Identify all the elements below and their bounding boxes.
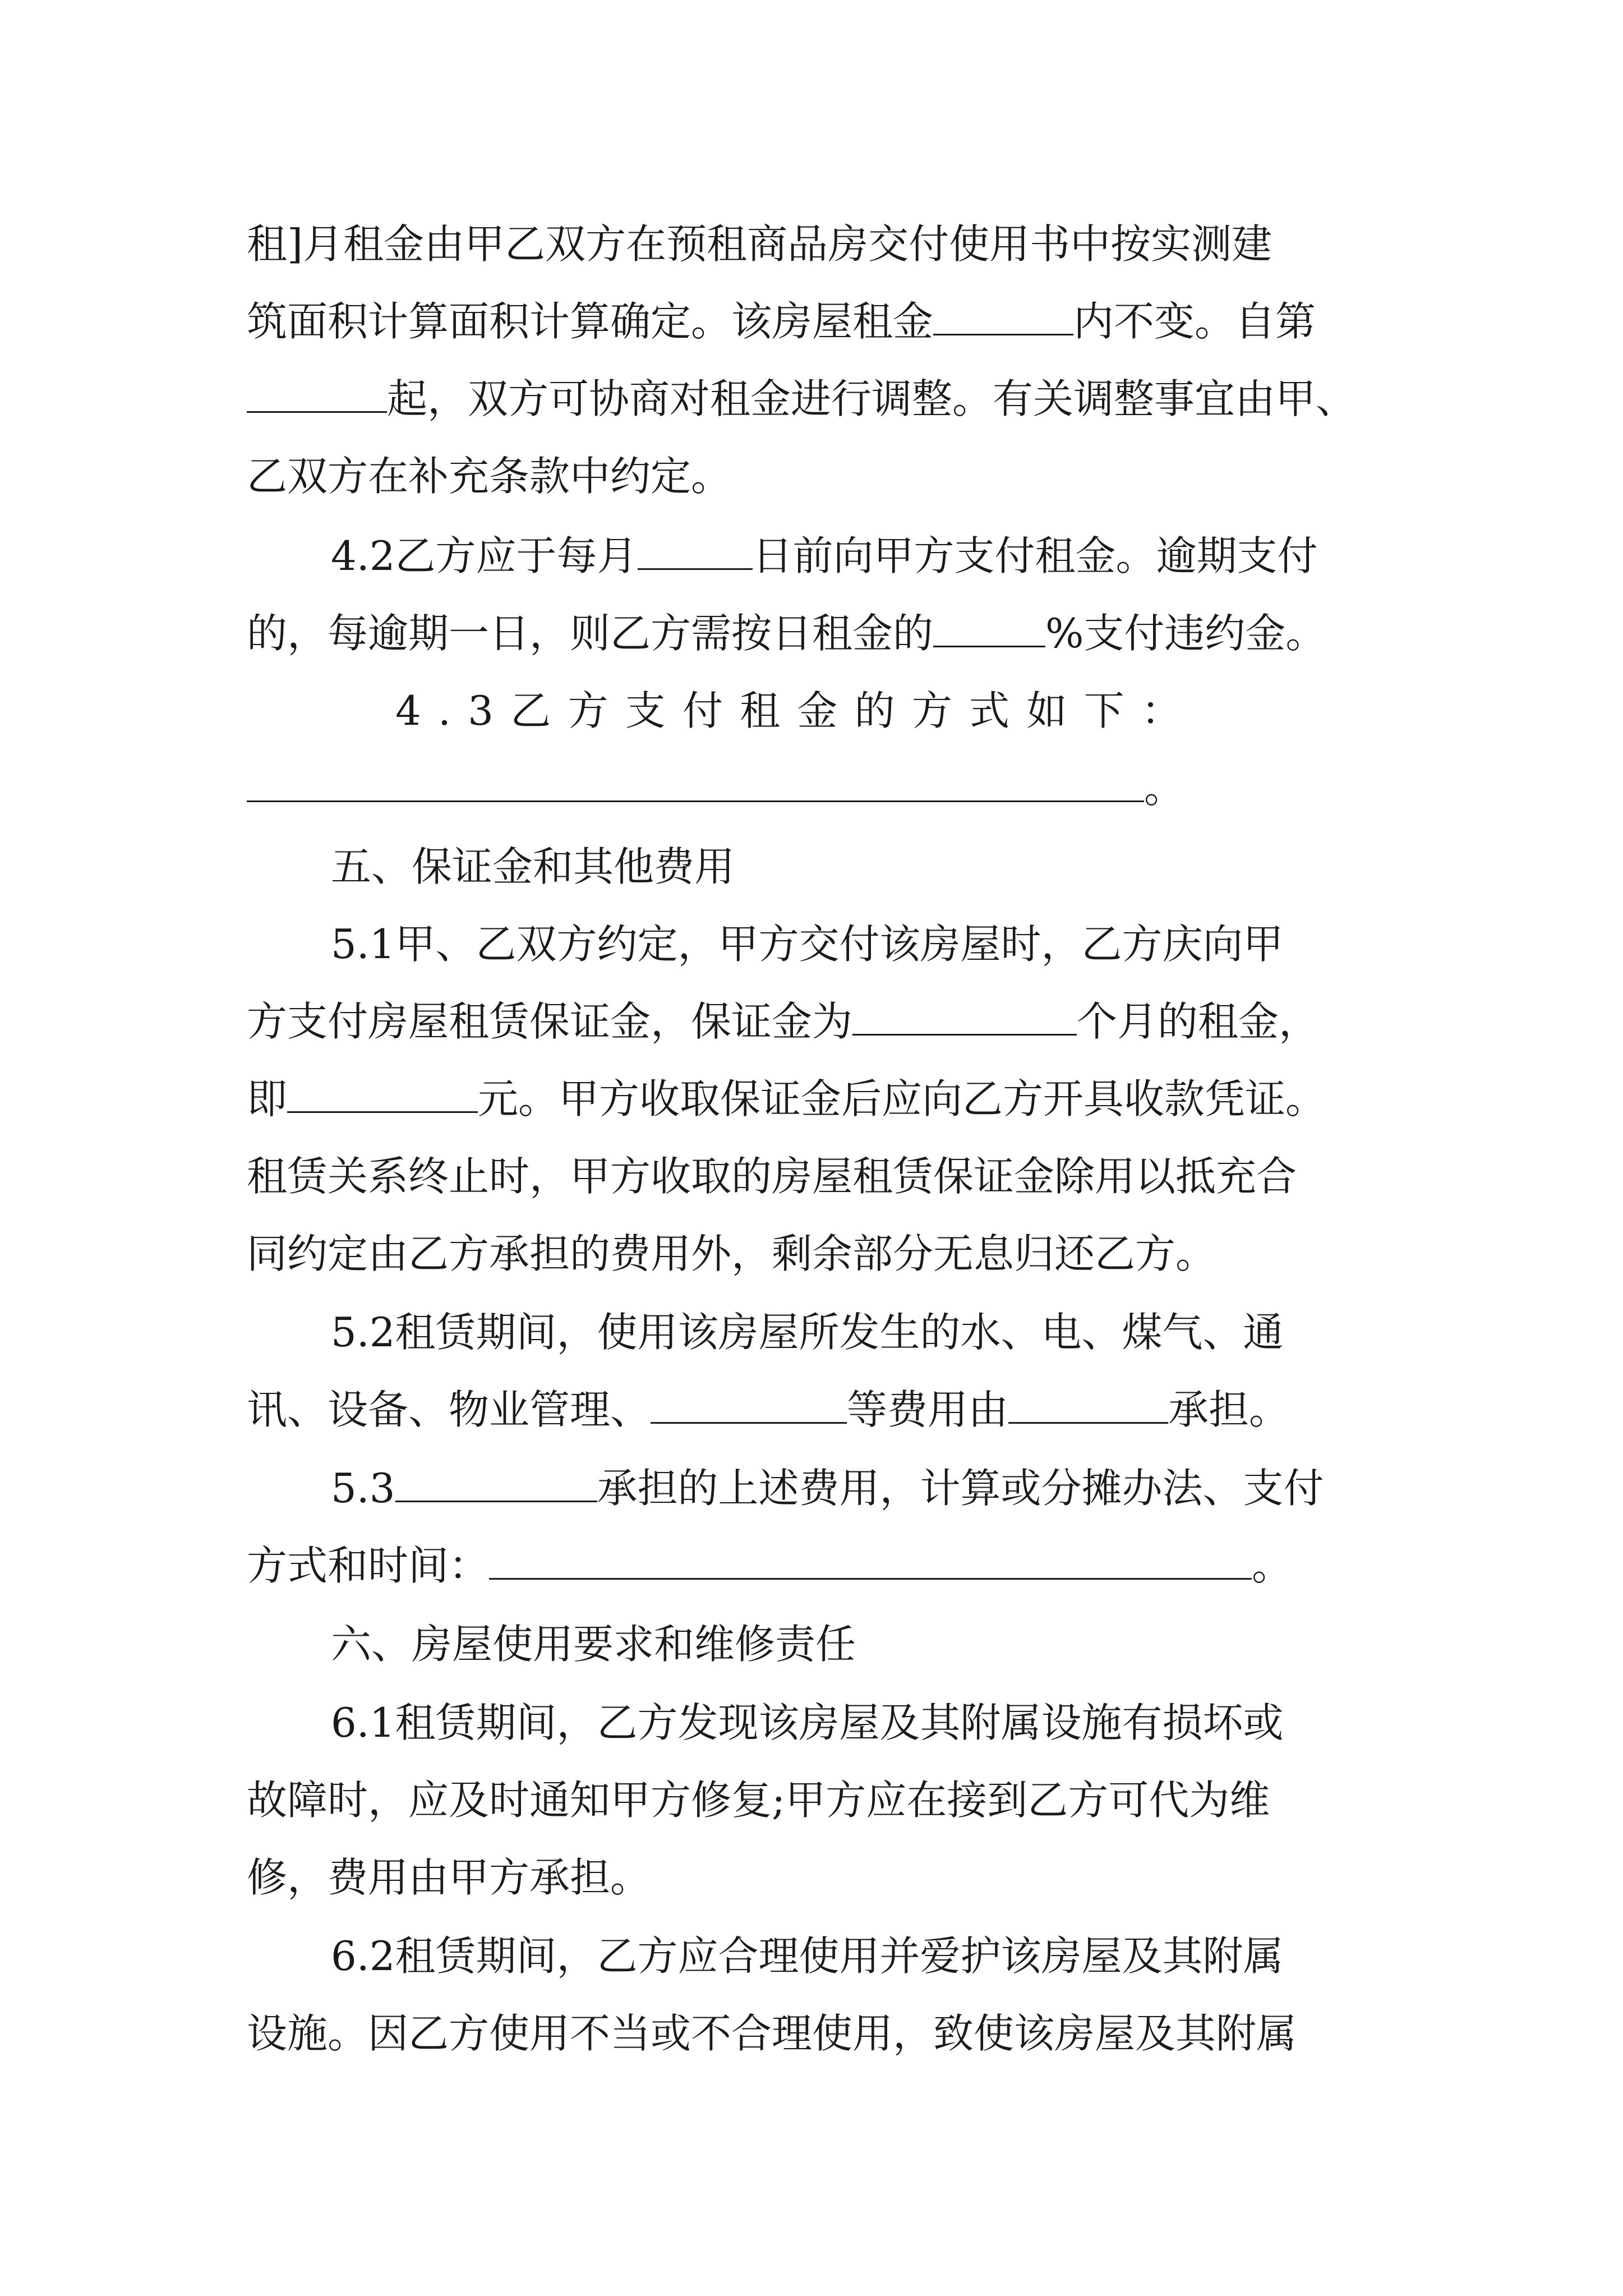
text-line: 讯、设备、物业管理、 等费用由 承担。 bbox=[247, 1386, 1290, 1433]
text-line: 。 bbox=[247, 757, 1184, 819]
text-line: 的，每逾期一日，则乙方需按日租金的 %支付违约金。 bbox=[247, 610, 1326, 657]
fill-in-blank bbox=[933, 298, 1073, 335]
fill-in-blank bbox=[933, 610, 1045, 647]
text-line: 5.1甲、乙双方约定，甲方交付该房屋时，乙方庆向甲 bbox=[331, 921, 1284, 968]
fill-in-blank bbox=[247, 765, 1144, 802]
text-line: 6.1租赁期间，乙方发现该房屋及其附属设施有损坏或 bbox=[331, 1699, 1284, 1746]
text-line: 方支付房屋租赁保证金，保证金为 个月的租金， bbox=[247, 998, 1320, 1045]
fill-in-blank bbox=[651, 1386, 847, 1424]
text-line: 设施。因乙方使用不当或不合理使用，致使该房屋及其附属 bbox=[247, 2010, 1297, 2057]
text-line: 4.3乙方支付租金的方式如下： bbox=[395, 687, 1199, 734]
fill-in-blank bbox=[247, 375, 387, 413]
text-line: 4.2乙方应于每月 日前向甲方支付租金。逾期支付 bbox=[331, 532, 1318, 579]
fill-in-blank bbox=[395, 1465, 597, 1502]
text-line: 5.3 承担的上述费用，计算或分摊办法、支付 bbox=[331, 1465, 1324, 1512]
text-line: 起，双方可协商对租金进行调整。有关调整事宜由甲、 bbox=[247, 368, 1356, 430]
text-line: 5.2租赁期间，使用该房屋所发生的水、电、煤气、通 bbox=[331, 1309, 1284, 1356]
text-line: 方式和时间： 。 bbox=[247, 1542, 1293, 1589]
fill-in-blank bbox=[287, 1075, 478, 1113]
text-line: 同约定由乙方承担的费用外，剩余部分无息归还乙方。 bbox=[247, 1230, 1216, 1277]
text-line: 租赁关系终止时，甲方收取的房屋租赁保证金除用以抵充合 bbox=[247, 1153, 1297, 1200]
section-heading: 五、保证金和其他费用 bbox=[331, 843, 735, 890]
text-line: 6.2租赁期间，乙方应合理使用并爱护该房屋及其附属 bbox=[331, 1932, 1284, 1980]
text-line: 即 元。甲方收取保证金后应向乙方开具收款凭证。 bbox=[247, 1075, 1326, 1122]
text-line: 故障时，应及时通知甲方修复;甲方应在接到乙方可代为维 bbox=[247, 1777, 1270, 1824]
text-line: 租]月租金由甲乙双方在预租商品房交付使用书中按实测建 bbox=[247, 220, 1272, 268]
fill-in-blank bbox=[489, 1542, 1252, 1580]
text-line: 筑面积计算面积计算确定。该房屋租金 内不变。自第 bbox=[247, 298, 1316, 345]
text-line: 乙双方在补充条款中约定。 bbox=[247, 453, 732, 500]
section-heading: 六、房屋使用要求和维修责任 bbox=[331, 1621, 856, 1668]
text-line: 修，费用由甲方承担。 bbox=[247, 1854, 651, 1901]
fill-in-blank bbox=[638, 532, 753, 570]
fill-in-blank bbox=[852, 998, 1077, 1036]
fill-in-blank bbox=[1008, 1386, 1168, 1424]
